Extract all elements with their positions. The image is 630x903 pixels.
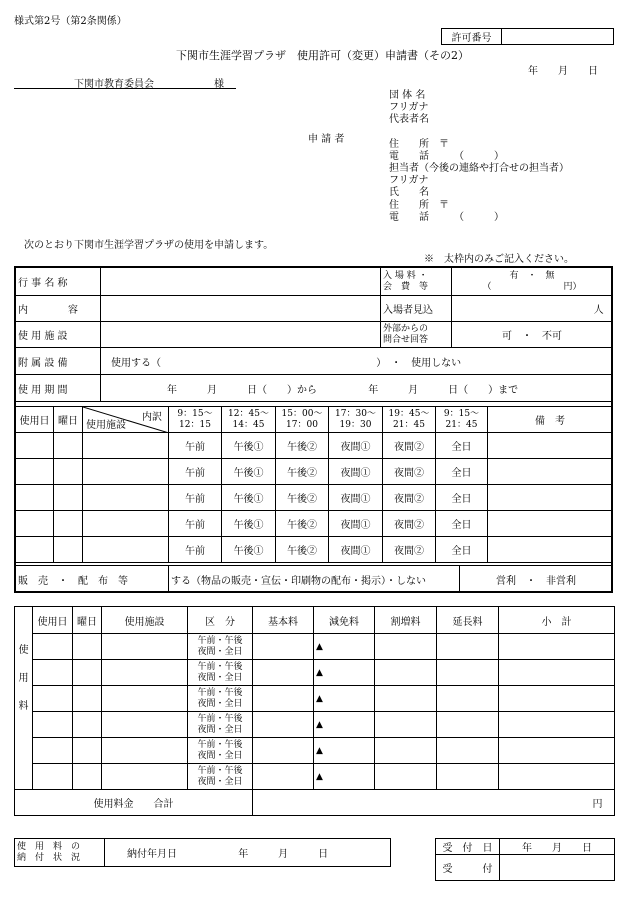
receipt-field[interactable] [500,855,615,881]
schedule-facility-cell[interactable] [83,511,169,537]
time-slot-option[interactable]: 午後① [222,485,276,511]
receipt-label: 受 付 [436,855,500,881]
fee-header-5: 減免料 [314,607,375,634]
payment-table [14,838,391,867]
fee-facility-cell[interactable] [102,686,188,712]
fee-reduction-cell[interactable] [314,712,375,738]
main-info-table [15,267,613,402]
applicant-address: 住 所 〒 [389,138,449,150]
event-name-field[interactable] [101,268,381,296]
applicant-spacer [389,127,569,139]
triangle-icon: ▲ [316,745,323,756]
time-slot-option[interactable]: 全日 [436,537,488,563]
addressee: 下関市教育委員会 [74,79,154,90]
schedule-remarks-cell[interactable] [488,511,613,537]
content-field[interactable] [101,296,381,322]
schedule-day-cell[interactable] [54,459,83,485]
attendance-field[interactable] [452,296,613,322]
intro-text: 次のとおり下関市生涯学習プラザの使用を申請します。 [24,240,274,251]
fee-date-cell[interactable] [33,634,73,660]
time-slot-option[interactable]: 夜間② [383,511,436,537]
time-slot-header-4: 17：30～ 19：30 [329,407,383,433]
fee-header-row [15,607,615,634]
fee-surcharge-cell[interactable] [375,738,437,764]
fee-header-2: 使用施設 [102,607,188,634]
fee-date-cell[interactable] [33,660,73,686]
time-slot-option[interactable]: 全日 [436,485,488,511]
payment-label-line2: 納 付 状 況 [17,852,81,863]
triangle-icon: ▲ [316,693,323,704]
schedule-facility-cell[interactable] [83,537,169,563]
fee-date-cell[interactable] [33,686,73,712]
time-slot-option[interactable]: 夜間② [383,433,436,459]
fee-date-cell[interactable] [33,712,73,738]
time-slot-header-5: 19：45～ 21：45 [383,407,436,433]
fee-reduction-cell[interactable] [314,660,375,686]
fee-header-6: 割増料 [375,607,437,634]
fee-reduction-cell[interactable] [314,634,375,660]
schedule-facility-cell[interactable] [83,459,169,485]
time-slot-option[interactable]: 午後② [276,485,329,511]
payment-date-value: 年 月 日 [238,849,329,860]
note-text: ※ 太枠内のみご記入ください。 [424,254,574,265]
fee-surcharge-cell[interactable] [375,660,437,686]
period-label: 使 用 期 間 [16,375,101,402]
applicant-representative: 代表者名 [389,114,429,126]
fee-extension-cell[interactable] [437,712,499,738]
applicant-furigana: フリガナ [389,102,429,114]
time-slot-option[interactable]: 全日 [436,433,488,459]
admission-fee-amount: （ 円） [482,281,582,292]
fee-facility-cell[interactable] [102,764,188,790]
schedule-table [15,406,613,563]
admission-fee-label [381,268,452,296]
time-slot-option[interactable]: 午後① [222,537,276,563]
fee-basic-cell[interactable] [253,712,314,738]
fee-side-label: 使 用 料 [15,607,33,790]
fee-row [15,660,615,686]
applicant-fields [389,90,569,224]
fee-reduction-cell[interactable] [314,686,375,712]
fee-total-label: 使用料金 合計 [15,790,253,816]
fee-surcharge-cell[interactable] [375,764,437,790]
admission-fee-yes-no: 有 ・ 無 [509,270,555,281]
time-slot-option[interactable]: 全日 [436,511,488,537]
facility-field[interactable] [101,322,381,348]
equipment-use-text: 使用する（ [111,357,161,369]
facility-label: 使 用 施 設 [16,322,101,348]
fee-basic-cell[interactable] [253,686,314,712]
fee-surcharge-cell[interactable] [375,686,437,712]
fee-header-7: 延長料 [437,607,499,634]
time-slot-option[interactable]: 午前 [169,433,222,459]
event-name-label: 行 事 名 称 [16,268,101,296]
schedule-date-cell[interactable] [16,537,54,563]
fee-facility-cell[interactable] [102,738,188,764]
time-slot-option[interactable]: 夜間① [329,511,383,537]
applicant-label: 申 請 者 [308,134,345,145]
time-slot-option[interactable]: 夜間① [329,459,383,485]
time-slot-option[interactable]: 午前 [169,485,222,511]
time-slot-option[interactable]: 午後① [222,511,276,537]
period-field[interactable] [101,375,613,402]
fee-subtotal-cell[interactable] [499,764,615,790]
triangle-icon: ▲ [316,667,323,678]
fee-row [15,686,615,712]
fee-reduction-cell[interactable] [314,738,375,764]
time-slot-option[interactable]: 夜間② [383,537,436,563]
fee-division-cell[interactable]: 午前・午後 夜間・全日 [188,634,253,660]
fee-table [14,606,615,816]
remarks-header: 備 考 [488,407,613,433]
time-slot-option[interactable]: 午前 [169,459,222,485]
fee-day-cell[interactable] [73,712,102,738]
sales-field[interactable]: する（物品の販売・宣伝・印刷物の配布・掲示）・しない [169,566,460,593]
fee-header-1: 曜日 [73,607,102,634]
time-slot-option[interactable]: 夜間② [383,459,436,485]
applicant-phone: 電 話 （ ） [389,150,504,162]
fee-row [15,712,615,738]
fee-header-3: 区 分 [188,607,253,634]
payment-date-field[interactable] [105,839,391,867]
fee-total-unit: 円 [592,799,603,810]
fee-basic-cell[interactable] [253,738,314,764]
facility-subheader: 使用施設 [86,420,126,431]
time-slot-header-1: 9：15～ 12：15 [169,407,222,433]
triangle-icon: ▲ [316,641,323,652]
fee-subtotal-cell[interactable] [499,712,615,738]
schedule-row [16,537,613,563]
period-from: 年 月 日（ ）から [167,384,317,396]
schedule-day-header: 曜日 [54,407,83,433]
fee-day-cell[interactable] [73,738,102,764]
period-to: 年 月 日（ ）まで [368,384,519,396]
schedule-diagonal-header [83,407,169,433]
sales-label: 販 売 ・ 配 布 等 [16,566,169,593]
schedule-row [16,459,613,485]
schedule-remarks-cell[interactable] [488,537,613,563]
fee-header-0: 使用日 [33,607,73,634]
permit-number-field[interactable] [502,29,614,45]
schedule-remarks-cell[interactable] [488,485,613,511]
payment-date-label: 納付年月日 [127,849,177,860]
equipment-field[interactable] [101,348,613,375]
fee-total-row [15,790,615,816]
time-slot-option[interactable]: 午後① [222,459,276,485]
form-number: 様式第2号（第2条関係） [14,16,127,27]
receipt-date-field[interactable]: 年 月 日 [500,839,615,855]
permit-number-box [441,28,614,45]
profit-field[interactable]: 営利 ・ 非営利 [460,566,613,593]
triangle-icon: ▲ [316,771,323,782]
time-slot-header-6: 9：15～ 21：45 [436,407,488,433]
time-slot-option[interactable]: 午後② [276,459,329,485]
fee-division-cell[interactable]: 午前・午後 夜間・全日 [188,764,253,790]
fee-basic-cell[interactable] [253,660,314,686]
fee-facility-cell[interactable] [102,634,188,660]
payment-label-line1: 使 用 料 の [17,841,81,852]
fee-subtotal-cell[interactable] [499,634,615,660]
fee-subtotal-cell[interactable] [499,686,615,712]
fee-facility-cell[interactable] [102,712,188,738]
schedule-date-header: 使用日 [16,407,54,433]
fee-reduction-cell[interactable] [314,764,375,790]
receipt-table [435,838,615,881]
time-slot-option[interactable]: 午後② [276,511,329,537]
time-slot-option[interactable]: 夜間① [329,537,383,563]
admission-fee-label-line2: 会 費 等 [383,281,429,292]
equipment-not-use-text: ） ・ 使用しない [376,357,462,369]
time-slot-option[interactable]: 夜間② [383,485,436,511]
fee-extension-cell[interactable] [437,686,499,712]
time-slot-option[interactable]: 全日 [436,459,488,485]
schedule-remarks-cell[interactable] [488,433,613,459]
fee-date-cell[interactable] [33,764,73,790]
fee-facility-cell[interactable] [102,660,188,686]
attendance-label: 入場者見込 [381,296,452,322]
fee-division-cell[interactable]: 午前・午後 夜間・全日 [188,686,253,712]
schedule-date-cell[interactable] [16,485,54,511]
schedule-remarks-cell[interactable] [488,459,613,485]
fee-extension-cell[interactable] [437,660,499,686]
external-inquiry-field[interactable]: 可 ・ 不可 [452,322,613,348]
content-label: 内 容 [16,296,101,322]
admission-fee-field[interactable] [452,268,613,296]
fee-row [15,764,615,790]
time-slot-option[interactable]: 午前 [169,511,222,537]
time-slot-option[interactable]: 夜間① [329,433,383,459]
schedule-date-cell[interactable] [16,459,54,485]
fee-row [15,634,615,660]
fee-division-cell[interactable]: 午前・午後 夜間・全日 [188,738,253,764]
schedule-row [16,511,613,537]
fee-date-cell[interactable] [33,738,73,764]
receipt-date-label: 受 付 日 [436,839,500,855]
addressee-honorific: 様 [214,79,224,90]
schedule-day-cell[interactable] [54,511,83,537]
time-slot-option[interactable]: 午後② [276,433,329,459]
schedule-day-cell[interactable] [54,485,83,511]
fee-header-4: 基本料 [253,607,314,634]
contact-name: 氏 名 [389,187,429,199]
schedule-row [16,485,613,511]
fee-day-cell[interactable] [73,686,102,712]
fee-extension-cell[interactable] [437,738,499,764]
fee-day-cell[interactable] [73,634,102,660]
admission-fee-label-line1: 入 場 料 ・ [383,270,428,281]
schedule-facility-cell[interactable] [83,433,169,459]
time-slot-option[interactable]: 午後② [276,537,329,563]
external-inquiry-label-line2: 問合せ回答 [383,334,429,345]
fee-day-cell[interactable] [73,764,102,790]
time-slot-option[interactable]: 午後① [222,433,276,459]
fee-surcharge-cell[interactable] [375,712,437,738]
contact-phone: 電 話 （ ） [389,211,504,223]
fee-subtotal-cell[interactable] [499,660,615,686]
fee-surcharge-cell[interactable] [375,634,437,660]
schedule-date-cell[interactable] [16,433,54,459]
breakdown-header: 内訳 [142,412,162,423]
triangle-icon: ▲ [316,719,323,730]
applicant-group-name: 団 体 名 [389,90,426,101]
contact-address: 住 所 〒 [389,199,449,211]
time-slot-option[interactable]: 午前 [169,537,222,563]
fee-division-cell[interactable]: 午前・午後 夜間・全日 [188,712,253,738]
fee-subtotal-cell[interactable] [499,738,615,764]
fee-basic-cell[interactable] [253,634,314,660]
attendance-unit: 人 [593,305,604,316]
fee-row [15,738,615,764]
external-inquiry-label-line1: 外部からの [383,323,429,334]
contact-furigana: フリガナ [389,175,429,187]
schedule-day-cell[interactable] [54,433,83,459]
fee-basic-cell[interactable] [253,764,314,790]
time-slot-header-3: 15：00～ 17：00 [276,407,329,433]
addressee-line [14,75,236,89]
fee-total-field[interactable] [253,790,615,816]
schedule-facility-cell[interactable] [83,485,169,511]
time-slot-header-2: 12：45～ 14：45 [222,407,276,433]
contact-person-heading: 担当者（今後の連絡や打合せの担当者） [389,163,569,175]
equipment-label: 附 属 設 備 [16,348,101,375]
fee-division-cell[interactable]: 午前・午後 夜間・全日 [188,660,253,686]
fee-extension-cell[interactable] [437,764,499,790]
payment-label [15,839,105,867]
sales-table [15,565,613,593]
time-slot-option[interactable]: 夜間① [329,485,383,511]
page-title: 下関市生涯学習プラザ 使用許可（変更）申請書（その2） [176,49,469,62]
external-inquiry-label [381,322,452,348]
schedule-date-cell[interactable] [16,511,54,537]
fee-extension-cell[interactable] [437,634,499,660]
fee-header-8: 小 計 [499,607,615,634]
schedule-row [16,433,613,459]
schedule-day-cell[interactable] [54,537,83,563]
application-date: 年 月 日 [528,66,598,77]
permit-number-label: 許可番号 [442,29,502,45]
fee-day-cell[interactable] [73,660,102,686]
